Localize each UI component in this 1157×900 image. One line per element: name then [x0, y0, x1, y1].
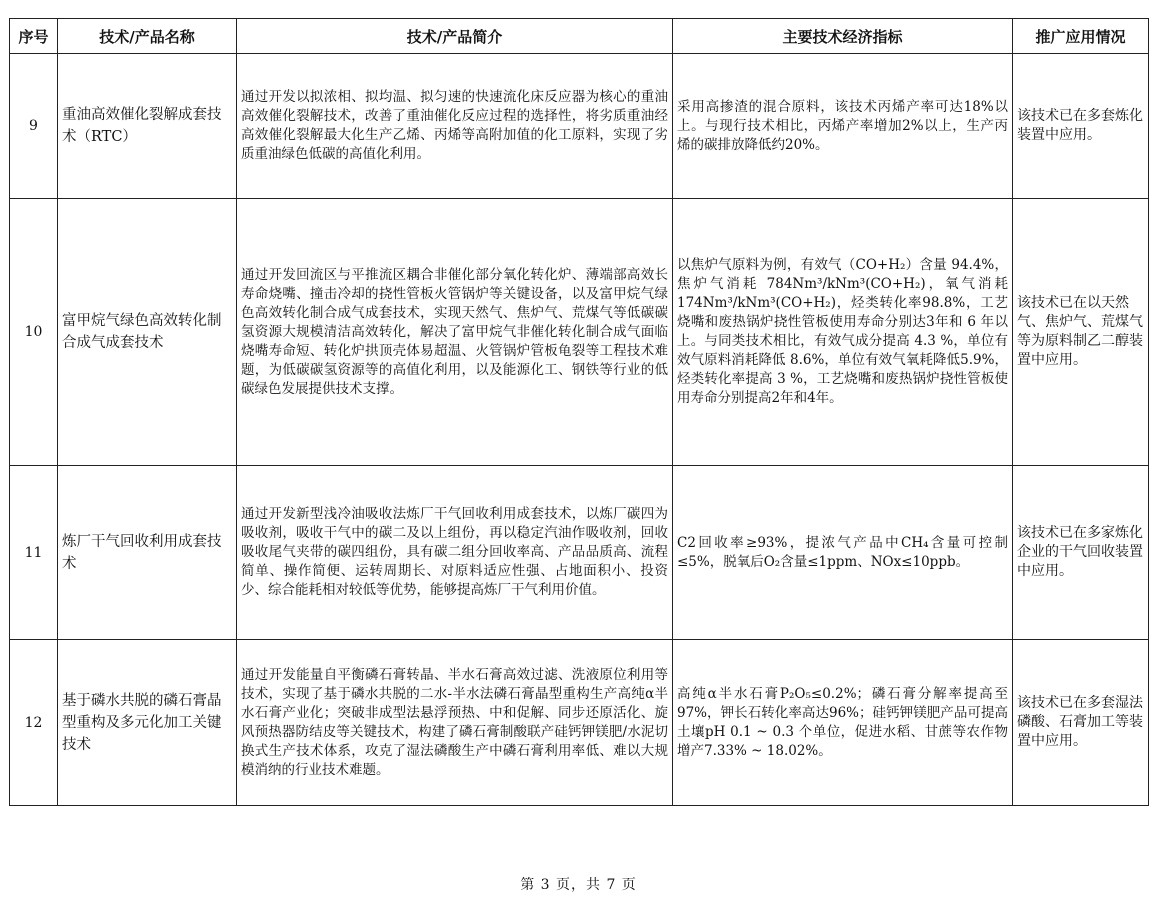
technology-table	[9, 18, 1149, 806]
tech-promotion: 该技术已在多套湿法磷酸、石膏加工等装置中应用。	[1013, 640, 1149, 806]
table-row	[10, 54, 1149, 199]
tech-intro: 通过开发以拟浓相、拟均温、拟匀速的快速流化床反应器为核心的重油高效催化裂解技术，改善了重油催化反应过程的选择性，将劣质重油经高效催化裂解最大化生产乙烯、丙烯等高附加值的化工原料，实现了劣质重油绿色低碳的高值化利用。	[237, 54, 673, 199]
header-indicators: 主要技术经济指标	[673, 19, 1013, 54]
tech-name: 重油高效催化裂解成套技术（RTC）	[58, 54, 237, 199]
tech-promotion: 该技术已在多套炼化装置中应用。	[1013, 54, 1149, 199]
table-row	[10, 199, 1149, 466]
tech-indicators: 以焦炉气原料为例，有效气（CO+H₂）含量 94.4%，焦炉气消耗 784Nm³/kNm³(CO+H₂)，氧气消耗 174Nm³/kNm³(CO+H₂)，烃类转化率98.8%，工艺烧嘴和废热锅炉挠性管板使用寿命分别达3年和 6 年以上。与同类技术相比，有效气成分提高 4.3 %，单位有效气原料消耗降低 8.6%，单位有效气氧耗降低5.9%，烃类转化率提高 3 %，工艺烧嘴和废热锅炉挠性管板使用寿命分别提高2年和4年。	[673, 199, 1013, 466]
tech-intro: 通过开发回流区与平推流区耦合非催化部分氧化转化炉、薄端部高效长寿命烧嘴、撞击冷却的挠性管板火管锅炉等关键设备，以及富甲烷气绿色高效转化制合成气成套技术，实现天然气、焦炉气、荒煤气等低碳碳氢资源大规模清洁高效转化，解决了富甲烷气非催化转化制合成气面临烧嘴寿命短、转化炉拱顶壳体易超温、火管锅炉管板龟裂等工程技术难题，为低碳碳氢资源等的高值化利用，以及能源化工、钢铁等行业的低碳绿色发展提供技术支撑。	[237, 199, 673, 466]
header-intro: 技术/产品简介	[237, 19, 673, 54]
table-row	[10, 640, 1149, 806]
row-number: 12	[10, 640, 58, 806]
tech-indicators: 采用高掺渣的混合原料，该技术丙烯产率可达18%以上。与现行技术相比，丙烯产率增加2%以上，生产丙烯的碳排放降低约20%。	[673, 54, 1013, 199]
tech-indicators: C2回收率≥93%，提浓气产品中CH₄含量可控制≤5%，脱氧后O₂含量≤1ppm、NOx≤10ppb。	[673, 466, 1013, 640]
tech-intro: 通过开发新型浅冷油吸收法炼厂干气回收利用成套技术，以炼厂碳四为吸收剂，吸收干气中的碳二及以上组份，再以稳定汽油作吸收剂，回收吸收尾气夹带的碳四组份，具有碳二组分回收率高、产品品质高、流程简单、操作简便、运转周期长、对原料适应性强、占地面积小、投资少、综合能耗相对较低等优势，能够提高炼厂干气利用价值。	[237, 466, 673, 640]
row-number: 11	[10, 466, 58, 640]
page-footer: 第 3 页，共 7 页	[520, 877, 637, 893]
tech-intro: 通过开发能量自平衡磷石膏转晶、半水石膏高效过滤、洗液原位利用等技术，实现了基于磷水共脱的二水-半水法磷石膏晶型重构生产高纯α半水石膏产业化；突破非成型法悬浮预热、中和促解、同步还原活化、旋风预热器防结皮等关键技术，构建了磷石膏制酸联产硅钙钾镁肥/水泥切换式生产技术体系，攻克了湿法磷酸生产中磷石膏利用率低、难以大规模消纳的行业技术难题。	[237, 640, 673, 806]
tech-indicators: 高纯α半水石膏P₂O₅≤0.2%；磷石膏分解率提高至97%，钾长石转化率高达96%；硅钙钾镁肥产品可提高土壤pH 0.1 ~ 0.3 个单位，促进水稻、甘蔗等农作物增产7.33% ~ 18.02%。	[673, 640, 1013, 806]
tech-promotion: 该技术已在以天然气、焦炉气、荒煤气等为原料制乙二醇装置中应用。	[1013, 199, 1149, 466]
row-number: 9	[10, 54, 58, 199]
header-no: 序号	[10, 19, 58, 54]
tech-name: 基于磷水共脱的磷石膏晶型重构及多元化加工关键技术	[58, 640, 237, 806]
table-row	[10, 466, 1149, 640]
header-name: 技术/产品名称	[58, 19, 237, 54]
table-header-row	[10, 19, 1149, 54]
tech-name: 炼厂干气回收利用成套技术	[58, 466, 237, 640]
row-number: 10	[10, 199, 58, 466]
tech-promotion: 该技术已在多家炼化企业的干气回收装置中应用。	[1013, 466, 1149, 640]
header-promotion: 推广应用情况	[1013, 19, 1149, 54]
tech-name: 富甲烷气绿色高效转化制合成气成套技术	[58, 199, 237, 466]
